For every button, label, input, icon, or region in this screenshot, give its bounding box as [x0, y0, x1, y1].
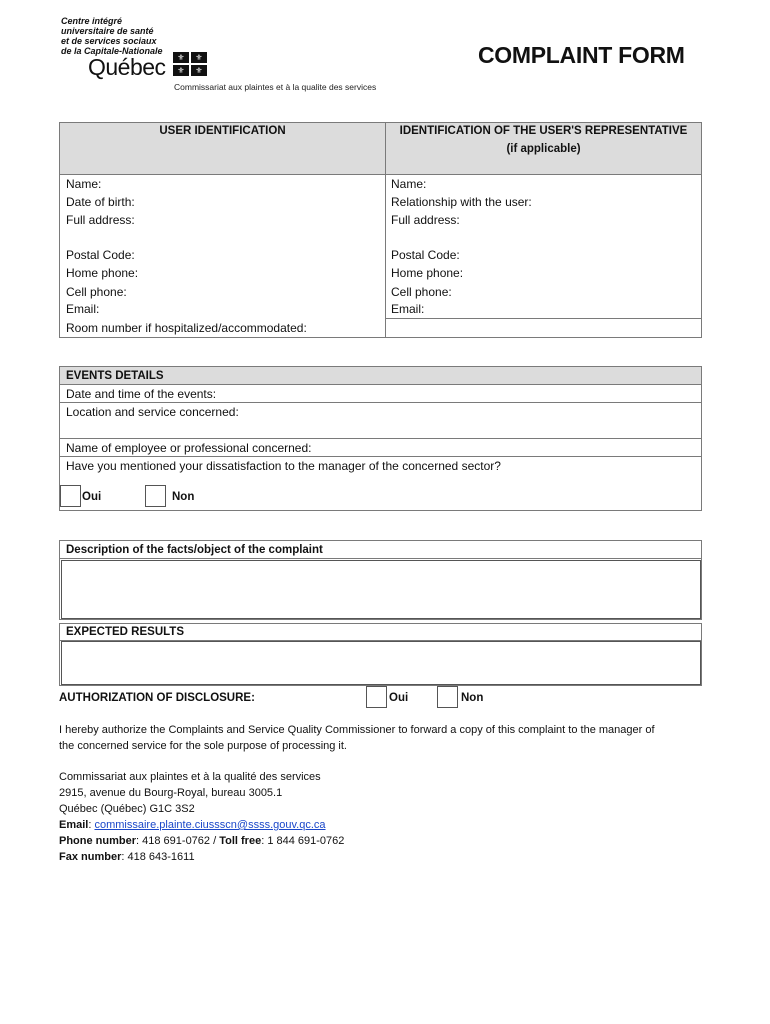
contact-email-line: Email: commissaire.plainte.ciussscn@ssss.gouv.qc.ca [59, 819, 326, 831]
user-dob-field[interactable]: Date of birth: [66, 195, 135, 209]
event-location-field[interactable]: Location and service concerned: [66, 405, 239, 419]
expected-results-textarea[interactable] [61, 641, 701, 685]
commissariat-caption: Commissariat aux plaintes et à la qualite des services [174, 82, 377, 92]
rep-relationship-field[interactable]: Relationship with the user: [391, 195, 532, 209]
logo-line: et de services sociaux [61, 36, 157, 46]
rep-name-field[interactable]: Name: [391, 177, 427, 191]
event-date-field[interactable]: Date and time of the events: [66, 387, 217, 401]
contact-fax-line: Fax number: 418 643-1611 [59, 851, 195, 863]
authorization-statement: I hereby authorize the Complaints and Service Quality Commissioner to forward a copy of this complaint to the manager of the concerned service for the sole purpose of processing it. [59, 724, 655, 752]
fleurdelise-flag-icon: ⚜ ⚜ ⚜ ⚜ [173, 52, 207, 76]
user-address-field[interactable]: Full address: [66, 213, 135, 227]
user-cell-phone-field[interactable]: Cell phone: [66, 285, 127, 299]
quebec-wordmark: Québec [88, 54, 166, 80]
user-identification-header: USER IDENTIFICATION [159, 125, 286, 137]
expected-results-header: EXPECTED RESULTS [66, 626, 184, 638]
page-title: COMPLAINT FORM [478, 42, 685, 68]
rep-cell-phone-field[interactable]: Cell phone: [391, 285, 452, 299]
events-oui-checkbox[interactable] [60, 485, 81, 507]
authorization-oui-checkbox[interactable] [366, 686, 387, 708]
logo-block [61, 16, 163, 56]
logo-line: universitaire de santé [61, 26, 154, 36]
user-name-field[interactable]: Name: [66, 177, 102, 191]
description-textarea[interactable] [61, 560, 701, 619]
contact-block [59, 769, 344, 865]
user-home-phone-field[interactable]: Home phone: [66, 266, 139, 280]
authorization-non-label: Non [461, 692, 484, 704]
user-room-number-field[interactable]: Room number if hospitalized/accommodated: [66, 321, 307, 335]
events-details-header: EVENTS DETAILS [66, 370, 164, 382]
rep-email-field[interactable]: Email: [391, 302, 425, 316]
description-header: Description of the facts/object of the complaint [66, 544, 323, 556]
contact-org: Commissariat aux plaintes et à la qualité des services [59, 771, 321, 783]
contact-email-link[interactable]: commissaire.plainte.ciussscn@ssss.gouv.qc.ca [94, 819, 326, 831]
logo-line: de la Capitale-Nationale [61, 46, 163, 56]
contact-address-2: Québec (Québec) G1C 3S2 [59, 803, 195, 815]
representative-header: IDENTIFICATION OF THE USER'S REPRESENTATIVE (if applicable) [399, 125, 688, 155]
authorization-non-checkbox[interactable] [437, 686, 458, 708]
rep-home-phone-field[interactable]: Home phone: [391, 266, 464, 280]
events-oui-label: Oui [82, 491, 102, 503]
rep-postal-code-field[interactable]: Postal Code: [391, 248, 460, 262]
authorization-oui-label: Oui [389, 692, 409, 704]
authorization-label: AUTHORIZATION OF DISCLOSURE: [59, 692, 255, 704]
events-non-checkbox[interactable] [145, 485, 166, 507]
contact-phone-line: Phone number: 418 691-0762 / Toll free: 1 844 691-0762 [59, 835, 345, 847]
event-mentioned-question: Have you mentioned your dissatisfaction to the manager of the concerned sector? [66, 459, 501, 473]
logo-line: Centre intégré [61, 16, 123, 26]
user-email-field[interactable]: Email: [66, 302, 100, 316]
events-non-label: Non [172, 491, 195, 503]
contact-address-1: 2915, avenue du Bourg-Royal, bureau 3005.1 [59, 787, 283, 799]
rep-address-field[interactable]: Full address: [391, 213, 460, 227]
event-employee-field[interactable]: Name of employee or professional concerned: [66, 441, 312, 455]
user-postal-code-field[interactable]: Postal Code: [66, 248, 135, 262]
